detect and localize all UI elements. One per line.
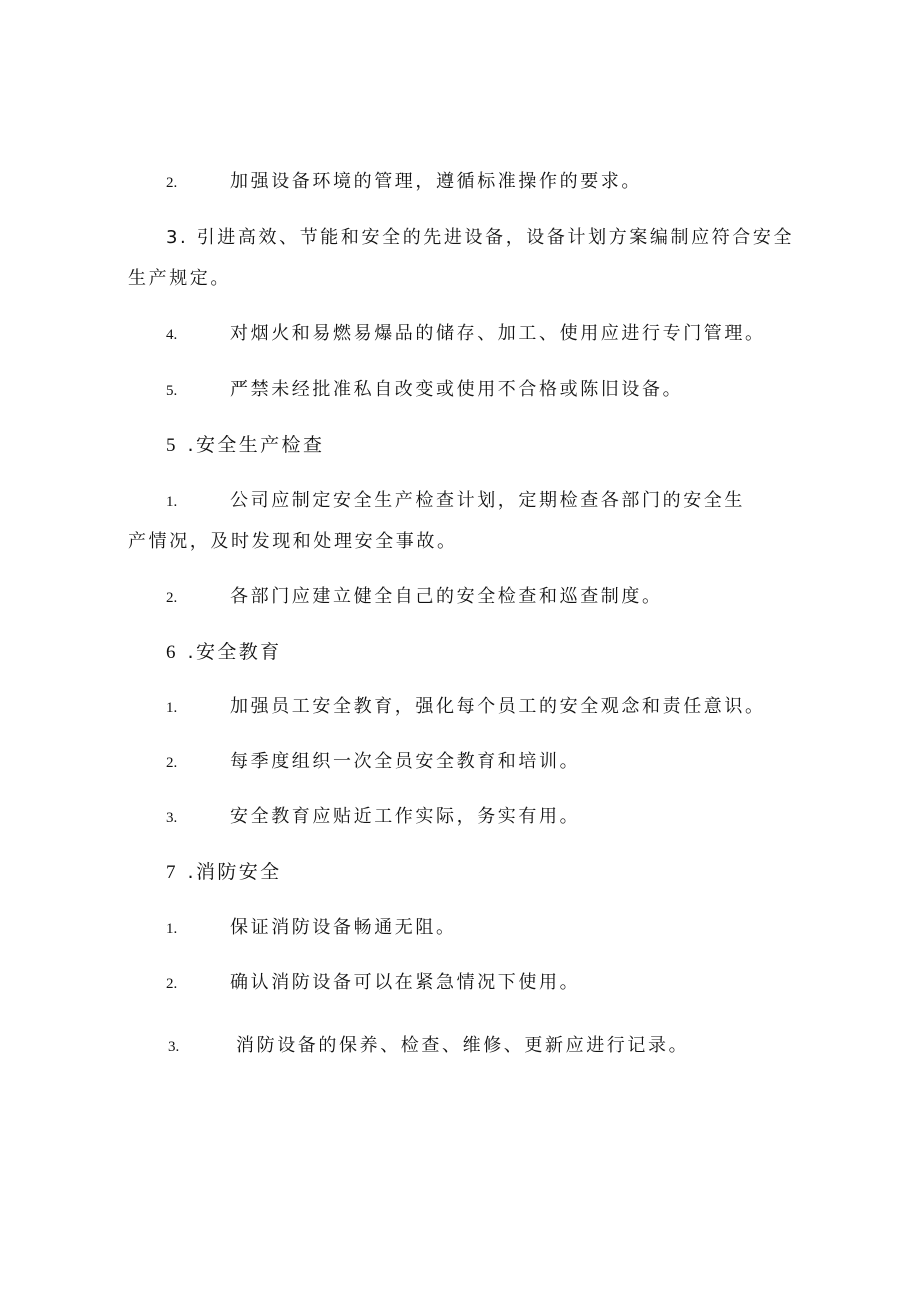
item-text: 保证消防设备畅通无阻。 [230,917,457,938]
item-number: 5. [166,383,178,399]
item-number: 4. [166,327,178,343]
item-text-continuation: 生产规定。 [128,268,231,289]
item-text: 对烟火和易燃易爆品的储存、加工、使用应进行专门管理。 [230,323,766,344]
item-number: 3. [168,1039,180,1055]
item-text: 消防设备的保养、检查、维修、更新应进行记录。 [236,1035,690,1056]
item-number: 2. [166,175,178,191]
item-text: 各部门应建立健全自己的安全检查和巡查制度。 [230,586,663,607]
item-number: 3. [166,810,178,826]
item-number: 2. [166,590,178,606]
section-heading [166,860,282,885]
item-number: 1. [166,700,178,716]
item-number: 2. [166,755,178,771]
item-text: 3. 引进高效、节能和安全的先进设备，设备计划方案编制应符合安全 [166,227,795,248]
item-text: 加强设备环境的管理，遵循标准操作的要求。 [230,171,642,192]
item-text: 每季度组织一次全员安全教育和培训。 [230,751,581,772]
item-text: 严禁未经批准私自改变或使用不合格或陈旧设备。 [230,379,684,400]
section-number: 5 [166,435,176,456]
item-text: 公司应制定安全生产检查计划，定期检查各部门的安全生 [230,490,745,511]
item-number: 1. [166,921,178,937]
section-title: .安全生产检查 [187,434,325,456]
item-number: 2. [166,976,178,992]
item-text: 加强员工安全教育，强化每个员工的安全观念和责任意识。 [230,696,766,717]
section-number: 6 [166,642,176,663]
item-text: 确认消防设备可以在紧急情况下使用。 [230,972,581,993]
section-heading [166,433,324,458]
section-title: .消防安全 [187,861,282,883]
item-number: 1. [166,494,178,510]
section-number: 7 [166,862,176,883]
section-title: .安全教育 [187,641,282,663]
section-heading [166,640,282,665]
item-text: 安全教育应贴近工作实际，务实有用。 [230,806,581,827]
item-text-continuation: 产情况，及时发现和处理安全事故。 [128,531,458,552]
